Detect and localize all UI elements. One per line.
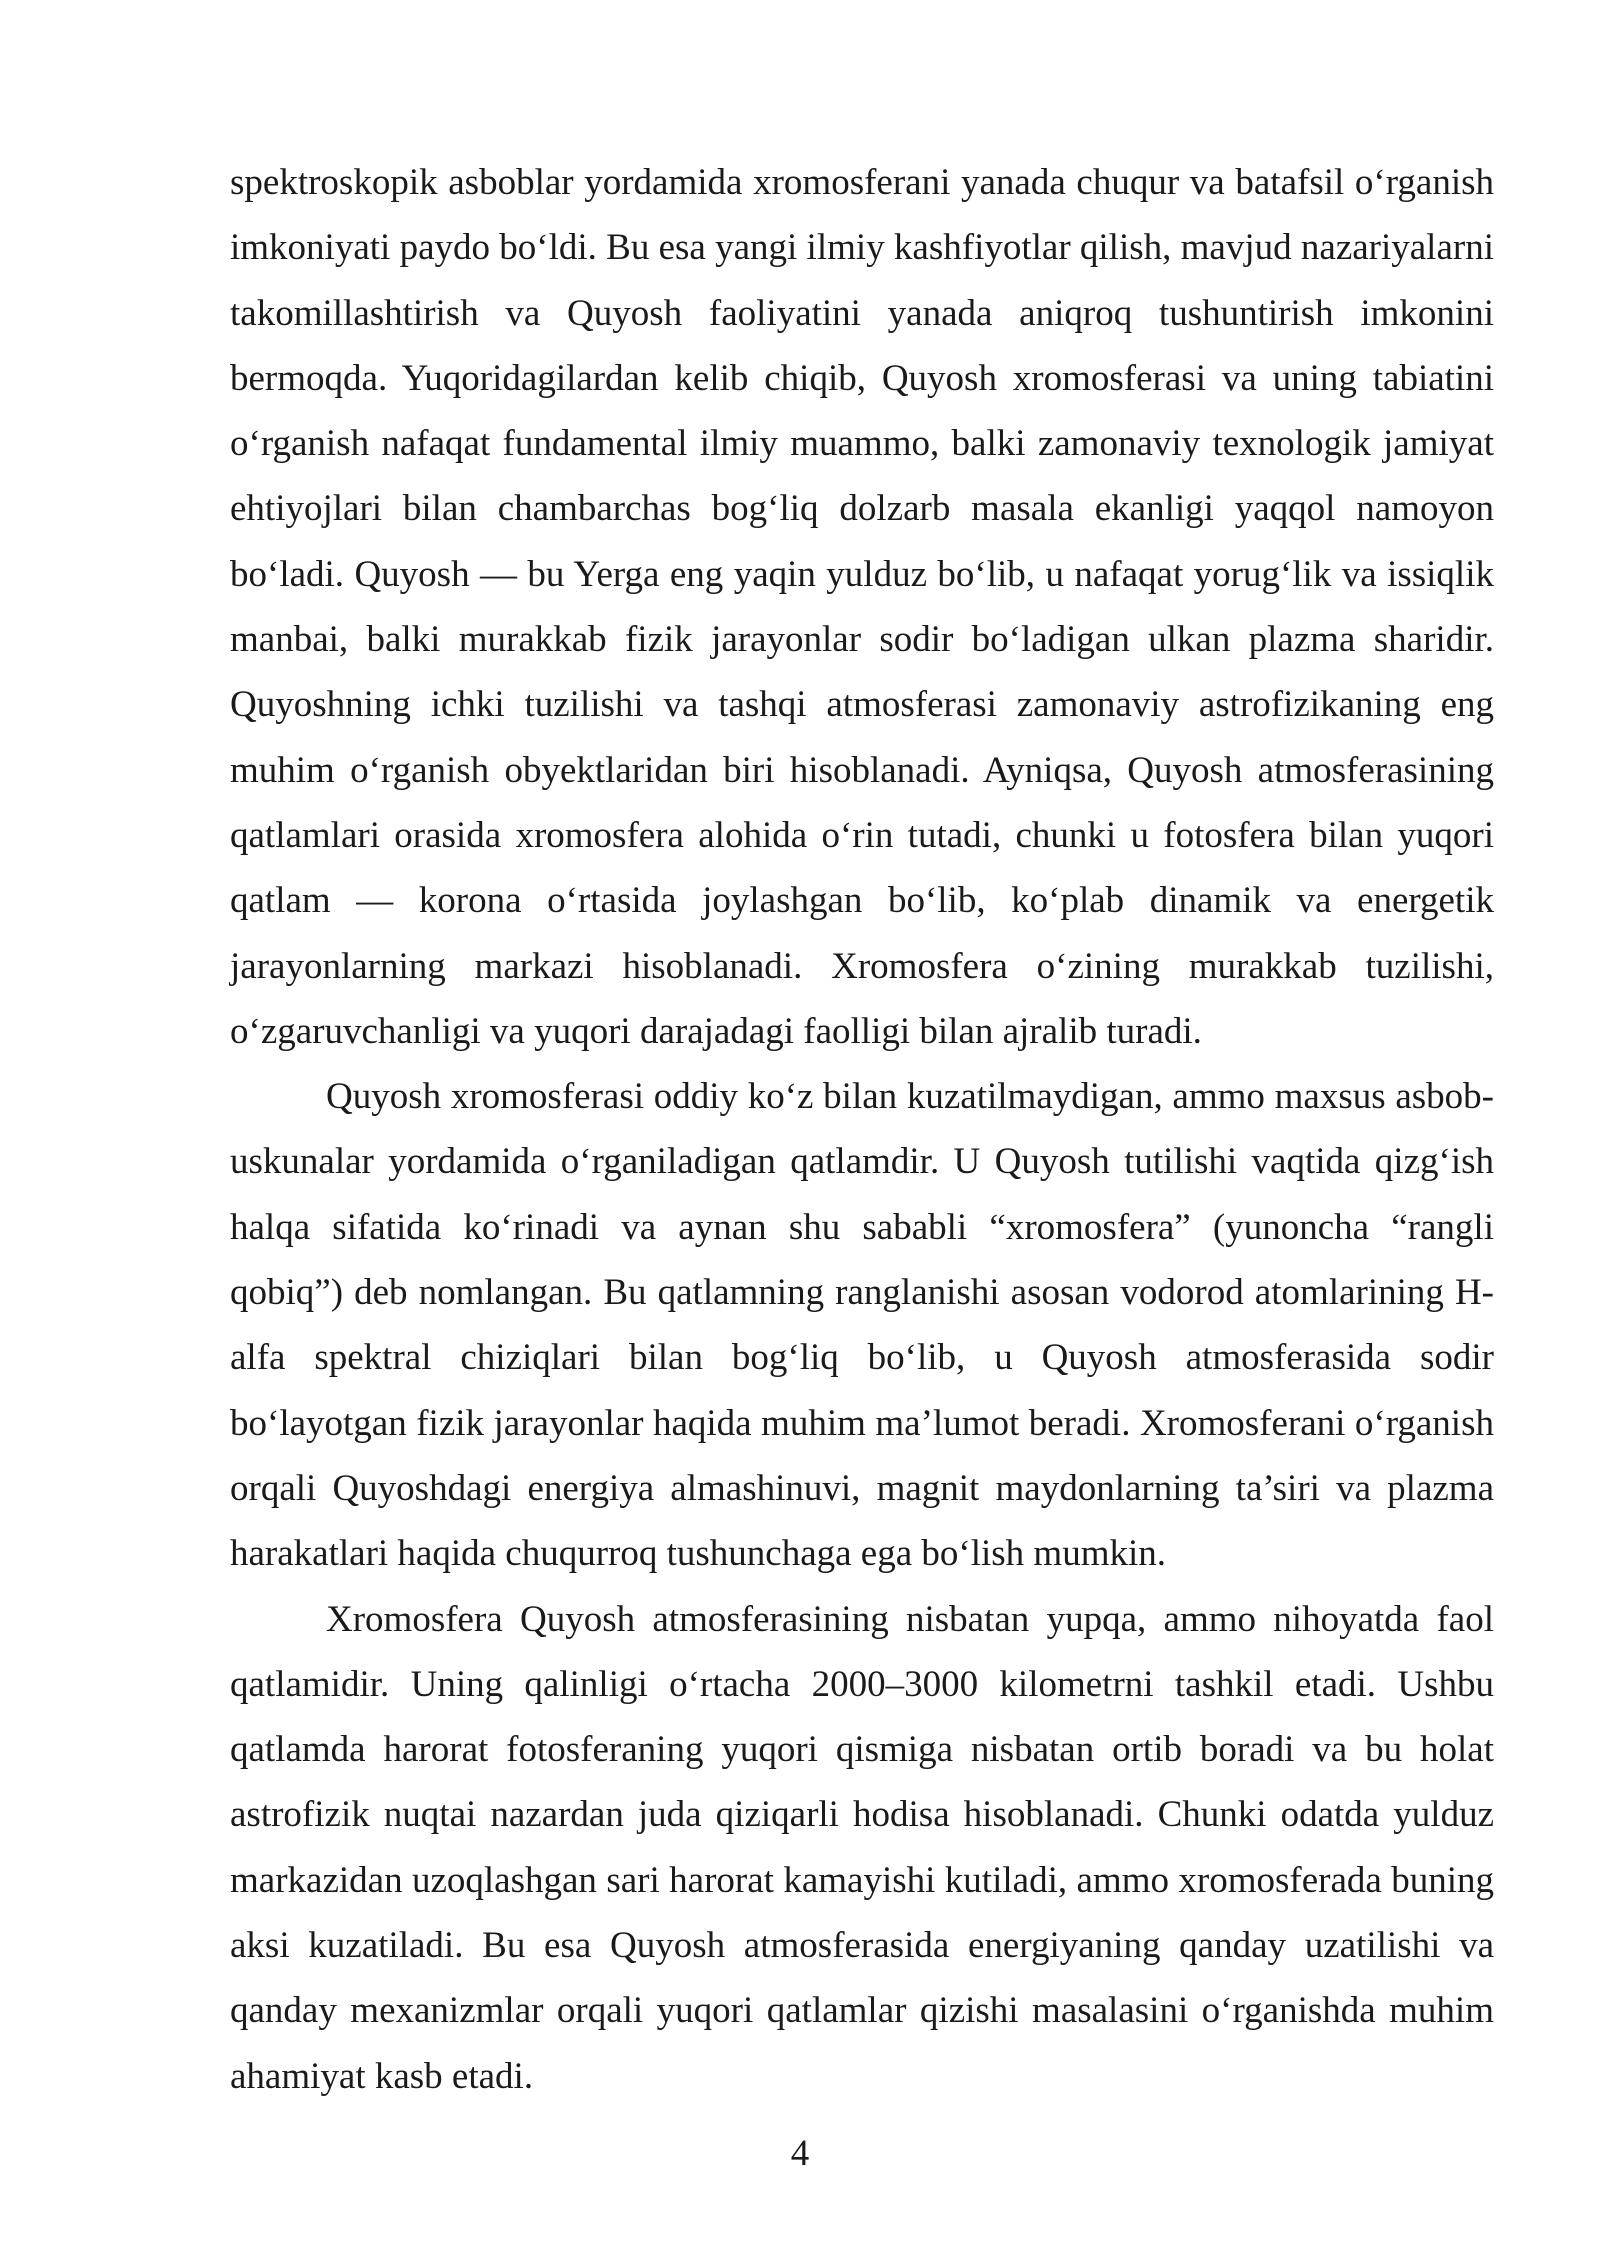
paragraph-chromosphere-observation: Quyosh xromosferasi oddiy ko‘z bilan kuzatilmaydigan, ammo maxsus asbob-uskunalar yordamida o‘rganiladigan qatlamdir. U Quyosh tutilishi vaqtida qizg‘ish halqa sifatida ko‘rinadi va aynan shu sababli “xromosfera” (yunoncha “rangli qobiq”) deb nomlangan. Bu qatlamning ranglanishi asosan vodorod atomlarining H-alfa spektral chiziqlari bilan bog‘liq bo‘lib, u Quyosh atmosferasida sodir bo‘layotgan fizik jarayonlar haqida muhim ma’lumot beradi. Xromosferani o‘rganish orqali Quyoshdagi energiya almashinuvi, magnit maydonlarning ta’siri va plazma harakatlari haqida chuqurroq tushunchaga ega bo‘lish mumkin. bbox=[230, 1076, 1494, 1575]
document-body bbox=[230, 150, 1494, 2109]
paragraph-chromosphere-temperature: Xromosfera Quyosh atmosferasining nisbatan yupqa, ammo nihoyatda faol qatlamidir. Uning qalinligi o‘rtacha 2000–3000 kilometrni tashkil etadi. Ushbu qatlamda harorat fotosferaning yuqori qismiga nisbatan ortib boradi va bu holat astrofizik nuqtai nazardan juda qiziqarli hodisa hisoblanadi. Chunki odatda yulduz markazidan uzoqlashgan sari harorat kamayishi kutiladi, ammo xromosferada buning aksi kuzatiladi. Bu esa Quyosh atmosferasida energiyaning qanday uzatilishi va qanday mexanizmlar orqali yuqori qatlamlar qizishi masalasini o‘rganishda muhim ahamiyat kasb etadi. bbox=[230, 1598, 1494, 2097]
page-number: 4 bbox=[790, 2133, 810, 2174]
paragraph-continuation: spektroskopik asboblar yordamida xromosferani yanada chuqur va batafsil o‘rganish imkoniyati paydo bo‘ldi. Bu esa yangi ilmiy kashfiyotlar qilish, mavjud nazariyalarni takomillashtirish va Quyosh faoliyatini yanada aniqroq tushuntirish imkonini bermoqda. Yuqoridagilardan kelib chiqib, Quyosh xromosferasi va uning tabiatini o‘rganish nafaqat fundamental ilmiy muammo, balki zamonaviy texnologik jamiyat ehtiyojlari bilan chambarchas bog‘liq dolzarb masala ekanligi yaqqol namoyon bo‘ladi. Quyosh — bu Yerga eng yaqin yulduz bo‘lib, u nafaqat yorug‘lik va issiqlik manbai, balki murakkab fizik jarayonlar sodir bo‘ladigan ulkan plazma sharidir. Quyoshning ichki tuzilishi va tashqi atmosferasi zamonaviy astrofizikaning eng muhim o‘rganish obyektlaridan biri hisoblanadi. Ayniqsa, Quyosh atmosferasining qatlamlari orasida xromosfera alohida o‘rin tutadi, chunki u fotosfera bilan yuqori qatlam — korona o‘rtasida joylashgan bo‘lib, ko‘plab dinamik va energetik jarayonlarning markazi hisoblanadi. Xromosfera o‘zining murakkab tuzilishi, o‘zgaruvchanligi va yuqori darajadagi faolligi bilan ajralib turadi. bbox=[230, 162, 1494, 1052]
